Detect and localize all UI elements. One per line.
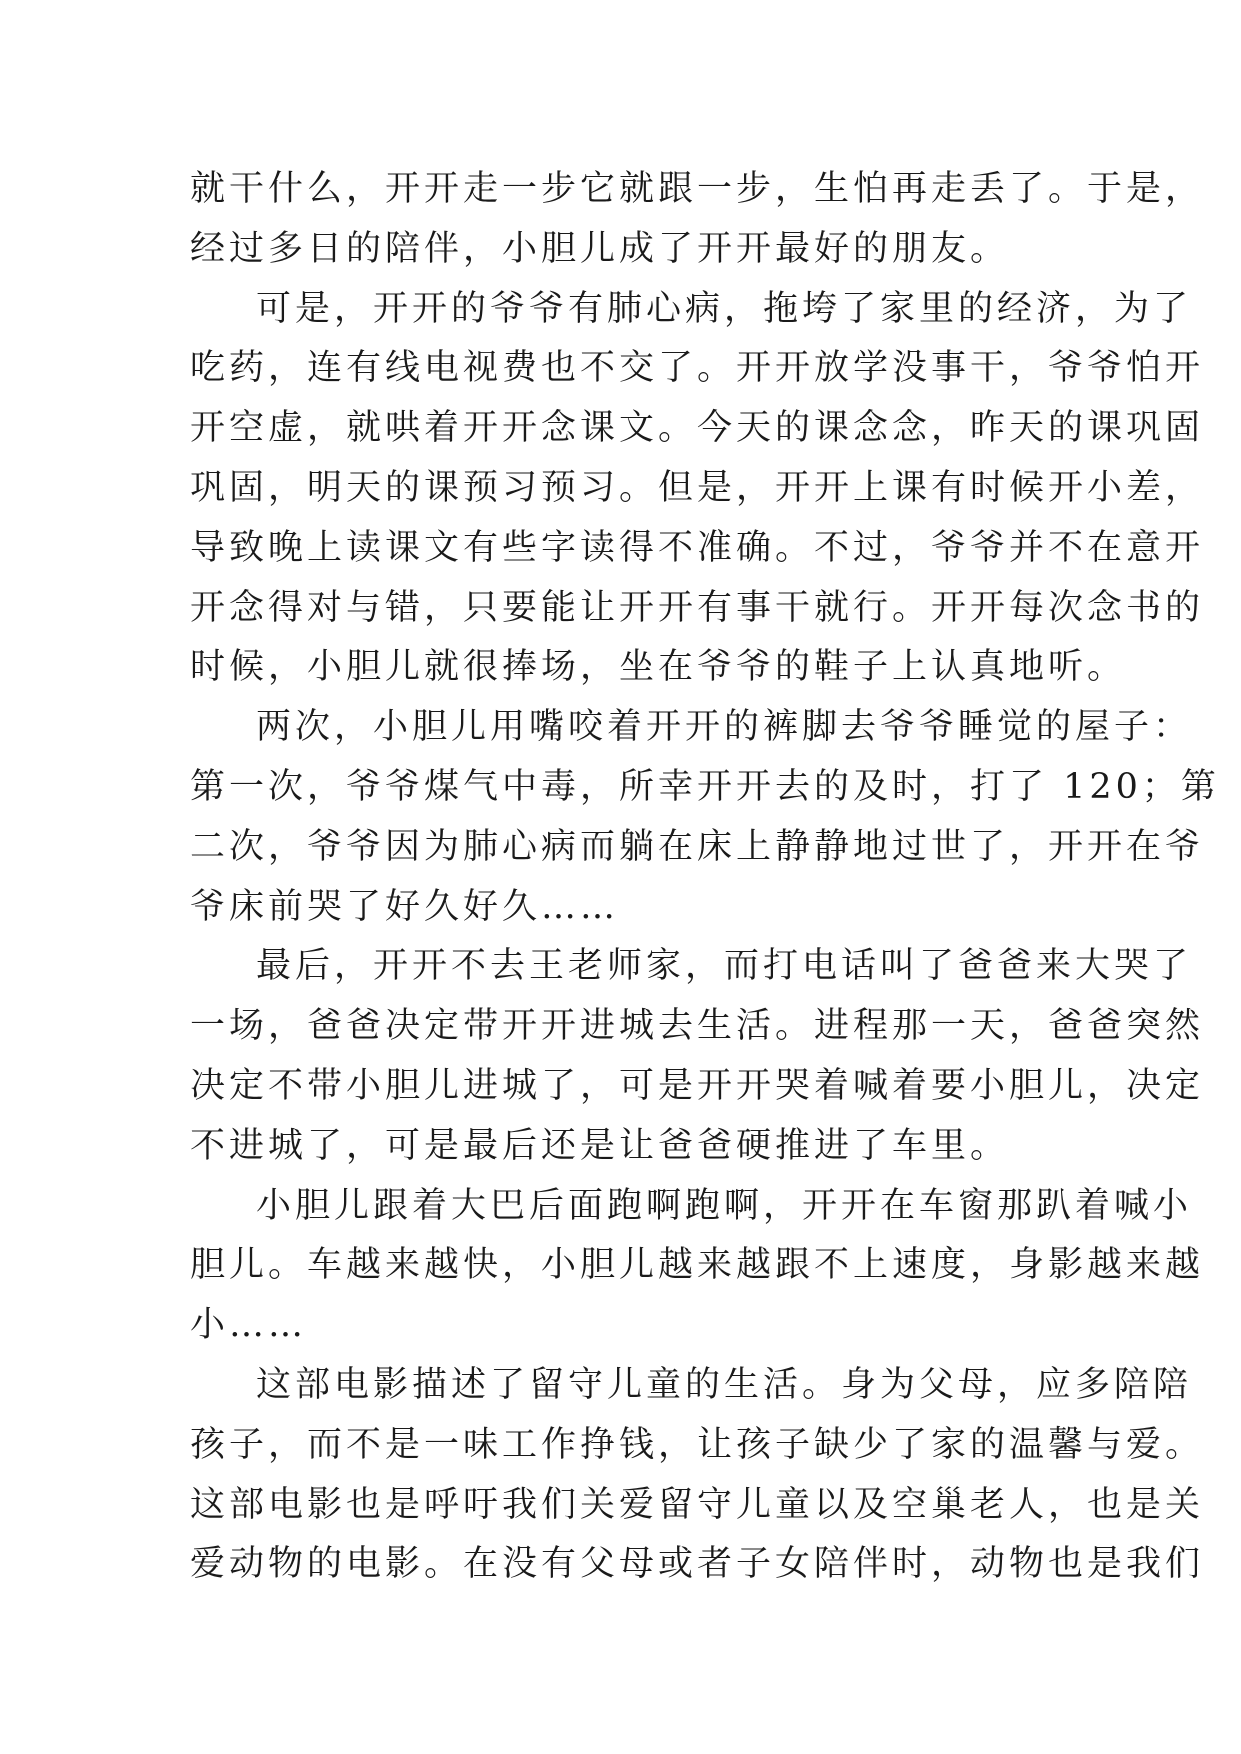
text-line: 开念得对与错，只要能让开开有事干就行。开开每次念书的	[190, 587, 1205, 628]
text-line: 一场，爸爸决定带开开进城去生活。进程那一天，爸爸突然	[190, 1006, 1205, 1047]
text-line: 导致晚上读课文有些字读得不准确。不过，爷爷并不在意开	[190, 527, 1205, 568]
paragraph-2	[190, 280, 1205, 699]
text-line: 决定不带小胆儿进城了，可是开开哭着喊着要小胆儿，决定	[190, 1065, 1205, 1106]
text-line: 经过多日的陪伴，小胆儿成了开开最好的朋友。	[190, 228, 1010, 269]
paragraph-4	[190, 937, 1205, 1176]
text-line: 吃药，连有线电视费也不交了。开开放学没事干，爷爷怕开	[190, 348, 1205, 389]
text-line: 这部电影也是呼吁我们关爱留守儿童以及空巢老人，也是关	[190, 1484, 1205, 1525]
text-line: 就干什么，开开走一步它就跟一步，生怕再走丢了。于是，	[190, 169, 1205, 209]
text-line: 可是，开开的爷爷有肺心病，拖垮了家里的经济，为了	[256, 288, 1193, 329]
paragraph-1	[190, 160, 1205, 280]
text-line: 爱动物的电影。在没有父母或者子女陪伴时，动物也是我们	[190, 1544, 1205, 1585]
paragraph-5	[190, 1177, 1205, 1356]
text-line: 二次，爷爷因为肺心病而躺在床上静静地过世了，开开在爷	[190, 826, 1205, 867]
text-line: 这部电影描述了留守儿童的生活。身为父母，应多陪陪	[256, 1364, 1193, 1405]
text-line: 孩子，而不是一味工作挣钱，让孩子缺少了家的温馨与爱。	[190, 1424, 1205, 1465]
paragraph-6	[190, 1356, 1205, 1595]
text-line: 不进城了，可是最后还是让爸爸硬推进了车里。	[190, 1125, 1010, 1166]
text-line: 爷床前哭了好久好久……	[190, 886, 620, 927]
text-line: 巩固，明天的课预习预习。但是，开开上课有时候开小差，	[190, 467, 1205, 508]
document-body	[190, 160, 1220, 1595]
text-line: 最后，开开不去王老师家，而打电话叫了爸爸来大哭了	[256, 946, 1193, 987]
paragraph-3	[190, 698, 1220, 937]
text-line: 第一次，爷爷煤气中毒，所幸开开去的及时，打了 120；第	[190, 766, 1220, 807]
text-line: 时候，小胆儿就很捧场，坐在爷爷的鞋子上认真地听。	[190, 647, 1127, 688]
text-line: 开空虚，就哄着开开念课文。今天的课念念，昨天的课巩固	[190, 408, 1205, 449]
text-line: 胆儿。车越来越快，小胆儿越来越跟不上速度，身影越来越	[190, 1245, 1205, 1286]
text-line: 小……	[190, 1305, 308, 1346]
text-line: 小胆儿跟着大巴后面跑啊跑啊，开开在车窗那趴着喊小	[256, 1185, 1193, 1226]
text-line: 两次，小胆儿用嘴咬着开开的裤脚去爷爷睡觉的屋子：	[256, 707, 1193, 748]
